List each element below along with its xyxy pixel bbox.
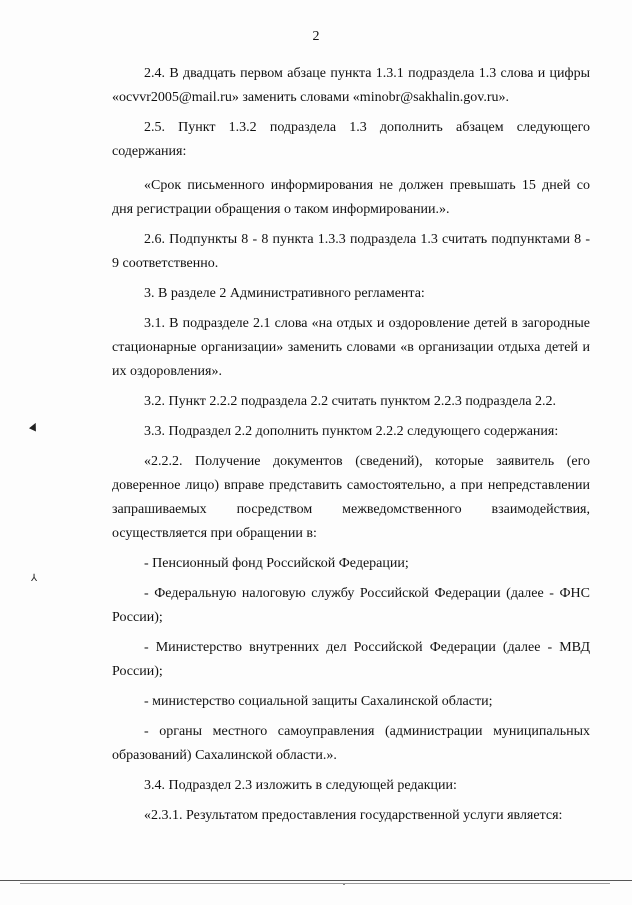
- document-body: [112, 62, 590, 834]
- list-item-social-protection: - министерство социальной защиты Сахалинской области;: [144, 694, 493, 709]
- paragraph-2-4: 2.4. В двадцать первом абзаце пункта 1.3.1 подраздела 1.3 слова и цифры «ocvvr2005@mail.ru» заменить словами «minobr@sakhalin.gov.ru».: [112, 66, 590, 105]
- page-number: 2: [312, 29, 320, 44]
- paragraph-3-2: 3.2. Пункт 2.2.2 подраздела 2.2 считать пунктом 2.2.3 подраздела 2.2.: [144, 394, 557, 409]
- paragraph-3-4: 3.4. Подраздел 2.3 изложить в следующей редакции:: [144, 778, 457, 793]
- list-item-mvd: - Министерство внутренних дел Российской Федерации (далее - МВД России);: [112, 640, 590, 679]
- paragraph-2-6: 2.6. Подпункты 8 - 8 пункта 1.3.3 подраздела 1.3 считать подпунктами 8 - 9 соответственно.: [112, 232, 590, 271]
- paragraph-2-2-2: «2.2.2. Получение документов (сведений), которые заявитель (его доверенное лицо) вправе представить самостоятельно, а при непредставлении запрашиваемых посредством межведомственного взаимодействия, осуществляется при обращении в:: [112, 454, 590, 541]
- paragraph-quote-information-term: «Срок письменного информирования не должен превышать 15 дней со дня регистрации обращения о таком информировании.».: [112, 178, 590, 217]
- footer-rule: [0, 880, 632, 881]
- list-item-local-government: - органы местного самоуправления (администрации муниципальных образований) Сахалинской области.».: [112, 724, 590, 763]
- paragraph-3-1: 3.1. В подразделе 2.1 слова «на отдых и оздоровление детей в загородные стационарные организации» заменить словами «в организации отдыха детей и их оздоровления».: [112, 316, 590, 379]
- paragraph-2-5: 2.5. Пункт 1.3.2 подраздела 1.3 дополнить абзацем следующего содержания:: [112, 120, 590, 159]
- paragraph-section-3: 3. В разделе 2 Административного регламента:: [144, 286, 425, 301]
- paragraph-3-3: 3.3. Подраздел 2.2 дополнить пунктом 2.2.2 следующего содержания:: [144, 424, 559, 439]
- scan-artifact-mark: ▲: [28, 419, 40, 434]
- list-item-pension-fund: - Пенсионный фонд Российской Федерации;: [144, 556, 409, 571]
- list-item-fns: - Федеральную налоговую службу Российской Федерации (далее - ФНС России);: [112, 586, 590, 625]
- footer-rule-inner: [20, 883, 610, 884]
- paragraph-2-3-1: «2.3.1. Результатом предоставления государственной услуги является:: [144, 808, 563, 823]
- scan-artifact-mark: ⅄: [31, 573, 38, 584]
